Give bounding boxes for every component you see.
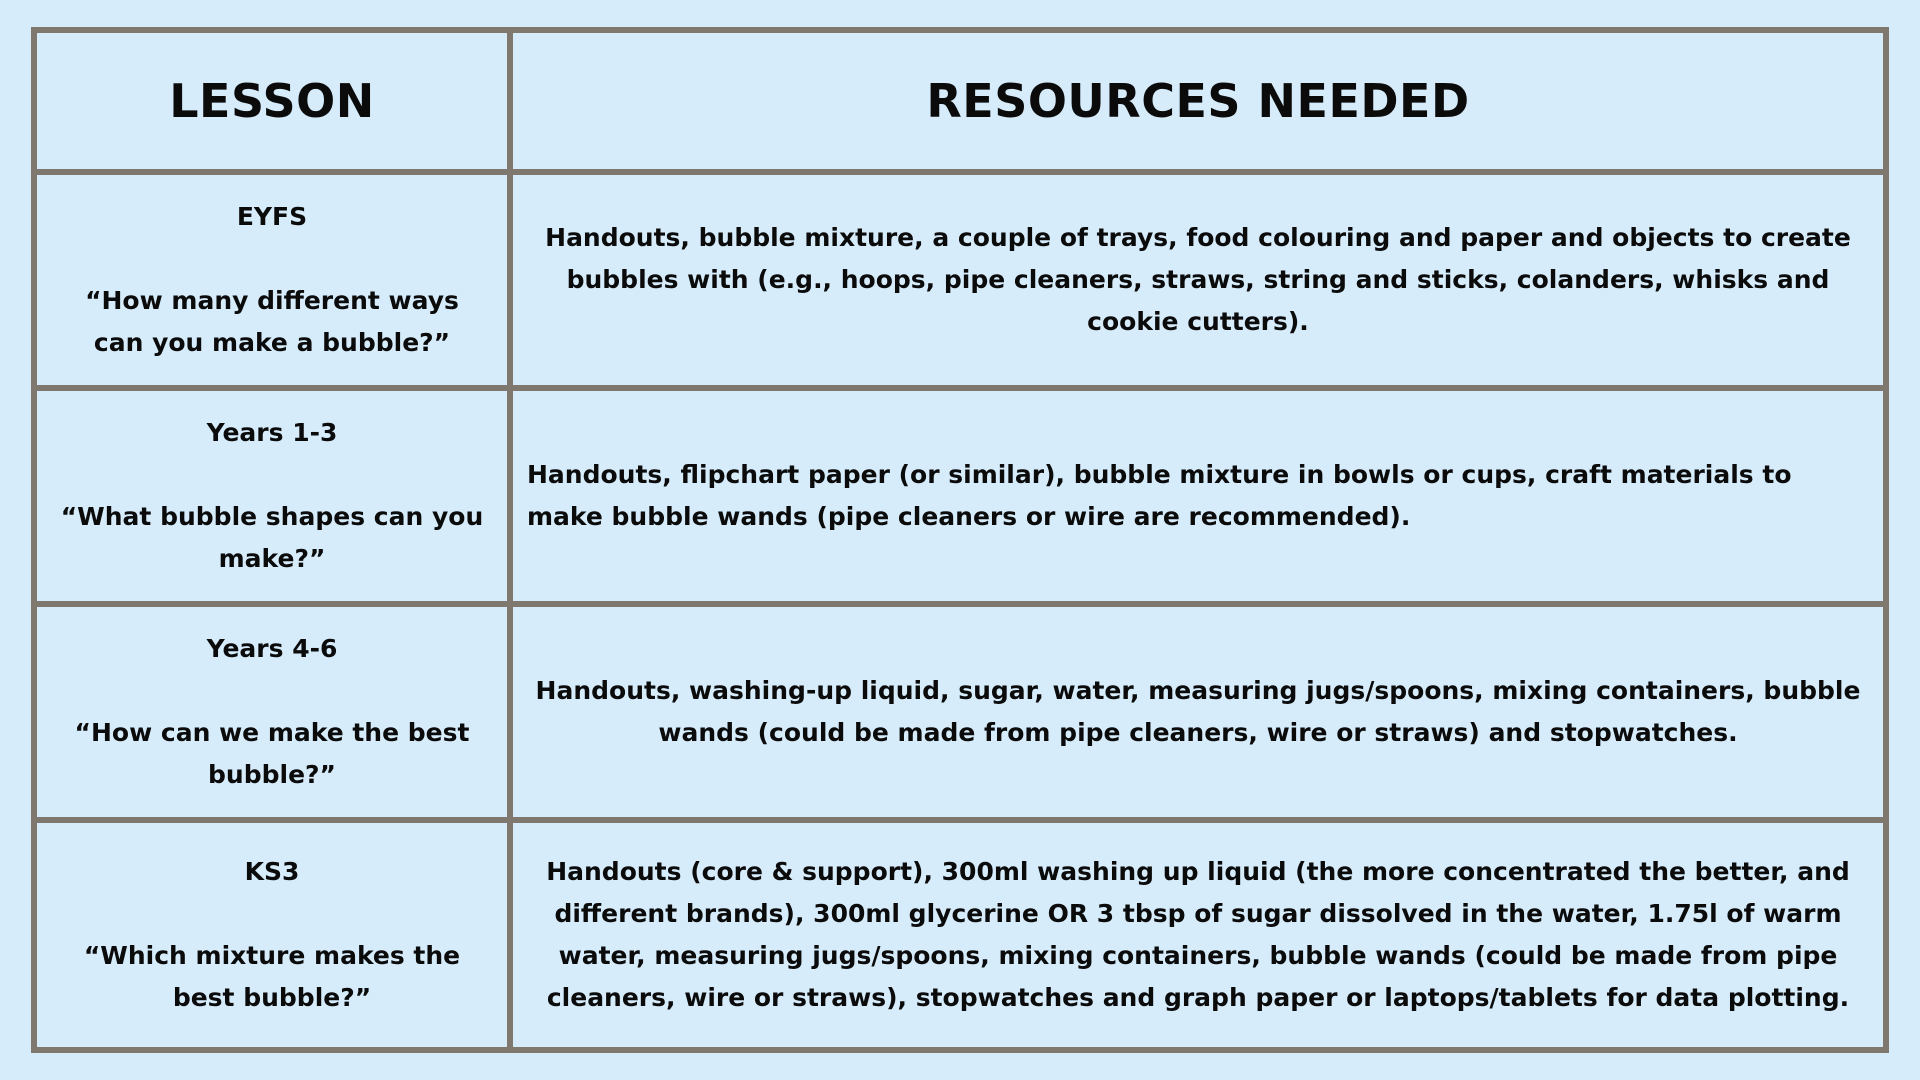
resources-text: Handouts (core & support), 300ml washing up liquid (the more concentrated the better, and different brands), 300ml glycerine OR 3 tbsp of sugar dissolved in the water, 1.75l of warm water, measuring jugs/spoons, mixing containers, bubble wands (could be made from pipe cleaners, wire or straws), stopwatches and graph paper or laptops/tablets for data plotting. — [546, 857, 1850, 1012]
lesson-header-text: LESSON — [169, 74, 375, 128]
lesson-level: KS3 — [244, 857, 300, 886]
resources-header — [513, 33, 1883, 175]
lesson-level: Years 4-6 — [206, 634, 338, 663]
lesson-question: “How can we make the best bubble?” — [74, 718, 470, 789]
resources-cell-years-1-3 — [513, 391, 1883, 607]
lesson-cell-eyfs — [37, 175, 513, 391]
lesson-question: “How many different ways can you make a bubble?” — [85, 286, 459, 357]
lesson-question: “What bubble shapes can you make?” — [60, 502, 484, 573]
lesson-header — [37, 33, 513, 175]
lesson-question: “Which mixture makes the best bubble?” — [83, 941, 461, 1012]
lesson-cell-ks3 — [37, 823, 513, 1047]
lesson-cell-years-4-6 — [37, 607, 513, 823]
resources-text: Handouts, washing-up liquid, sugar, water, measuring jugs/spoons, mixing containers, bubble wands (could be made from pipe cleaners, wire or straws) and stopwatches. — [535, 676, 1861, 747]
resources-header-text: RESOURCES NEEDED — [926, 74, 1470, 128]
lesson-level: EYFS — [236, 202, 308, 231]
resources-text: Handouts, flipchart paper (or similar), bubble mixture in bowls or cups, craft materials to make bubble wands (pipe cleaners or wire are recommended). — [527, 460, 1792, 531]
resources-table — [31, 27, 1889, 1053]
resources-cell-eyfs — [513, 175, 1883, 391]
lesson-cell-years-1-3 — [37, 391, 513, 607]
resources-text: Handouts, bubble mixture, a couple of trays, food colouring and paper and objects to create bubbles with (e.g., hoops, pipe cleaners, straws, string and sticks, colanders, whisks and cookie cutters). — [545, 223, 1851, 336]
resources-cell-years-4-6 — [513, 607, 1883, 823]
resources-cell-ks3 — [513, 823, 1883, 1047]
lesson-level: Years 1-3 — [206, 418, 338, 447]
